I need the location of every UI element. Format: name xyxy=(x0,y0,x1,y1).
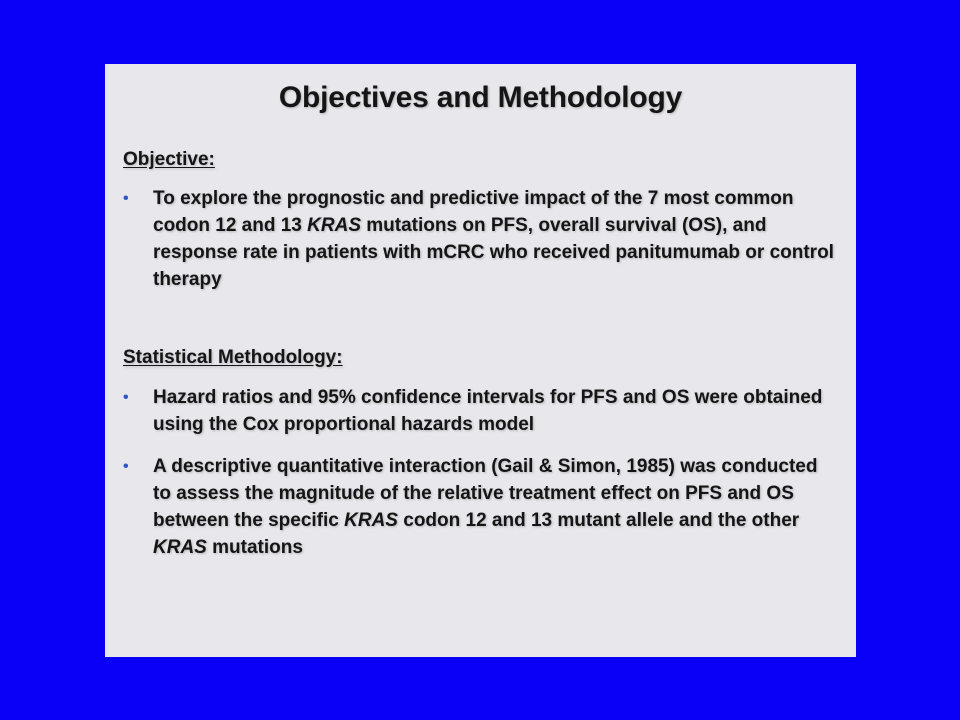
bullet-text xyxy=(153,384,838,438)
slide-title: Objectives and Methodology xyxy=(278,81,683,114)
bullet-text xyxy=(153,453,838,561)
bullet-icon: • xyxy=(123,190,129,207)
statistical-methodology-heading: Statistical Methodology: xyxy=(123,347,343,368)
objective-bullet xyxy=(123,185,838,293)
kras-italic: KRAS xyxy=(153,537,207,558)
statistical-bullet-2 xyxy=(123,453,838,561)
bullet-icon: • xyxy=(123,389,129,406)
objective-heading: Objective: xyxy=(123,149,215,170)
statistical-bullet-1 xyxy=(123,384,838,438)
kras-italic: KRAS xyxy=(307,215,361,236)
bullet-text-part: A descriptive quantitative interaction (Gail & Simon, 1985) was conducted to assess the magnitude of the relative treatment effect on PFS and OS between the specific xyxy=(153,456,818,531)
kras-italic: KRAS xyxy=(344,510,398,531)
bullet-text-part: Hazard ratios and 95% confidence intervals for PFS and OS were obtained using the Cox proportional hazards model xyxy=(153,387,823,435)
bullet-text-part: mutations on PFS, overall survival (OS), and response rate in patients with mCRC who received panitumumab or control therapy xyxy=(153,215,834,290)
slide-panel xyxy=(105,64,856,657)
bullet-text-part: codon 12 and 13 mutant allele and the other xyxy=(397,510,800,531)
bullet-text-part: mutations xyxy=(206,537,303,558)
bullet-text-part: To explore the prognostic and predictive impact of the 7 most common codon 12 and 13 xyxy=(153,188,794,236)
bullet-text xyxy=(153,185,838,293)
bullet-icon: • xyxy=(123,458,129,475)
